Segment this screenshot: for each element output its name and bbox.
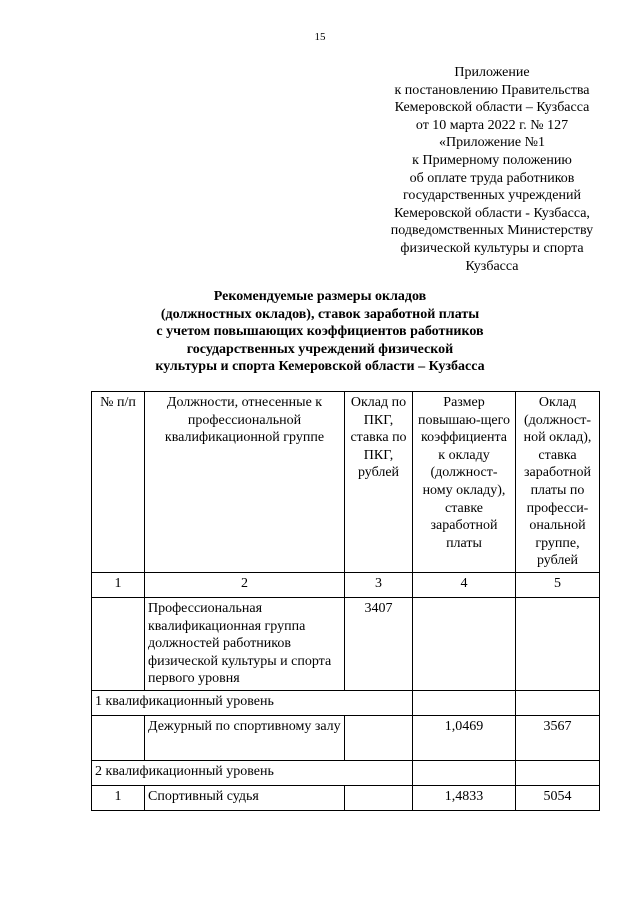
column-numbers-row: [92, 573, 600, 598]
column-number: 4: [413, 573, 516, 598]
header-base-salary: Оклад по ПКГ, ставка по ПКГ, рублей: [345, 392, 413, 573]
row-number-cell: [92, 716, 145, 761]
level-row: [92, 761, 600, 786]
level-label-cell: 1 квалификационный уровень: [92, 691, 413, 716]
base-salary-cell: [345, 786, 413, 811]
appendix-line: государственных учреждений: [403, 188, 581, 204]
appendix-line: Приложение: [454, 65, 530, 80]
appendix-line: к Примерному положению: [412, 152, 572, 168]
level-row: [92, 691, 600, 716]
coefficient-cell: [413, 598, 516, 691]
title-line: с учетом повышающих коэффициентов работников: [156, 324, 484, 340]
page-number: 15: [314, 31, 326, 43]
document-title: [60, 288, 580, 376]
column-number: 5: [516, 573, 600, 598]
column-number: 1: [92, 573, 145, 598]
row-number-cell: 1: [92, 786, 145, 811]
appendix-line: физической культуры и спорта: [400, 240, 584, 256]
empty-cell: [413, 761, 516, 786]
title-line: Рекомендуемые размеры окладов: [213, 289, 427, 304]
level-label-cell: 2 квалификационный уровень: [92, 761, 413, 786]
appendix-line: «Приложение №1: [439, 135, 545, 151]
table-row: [92, 786, 600, 811]
salary-cell: 3567: [516, 716, 600, 761]
coefficient-cell: 1,4833: [413, 786, 516, 811]
empty-cell: [413, 691, 516, 716]
appendix-line: Кузбасса: [465, 258, 519, 274]
group-name-cell: Профессиональная квалификационная группа должностей работников физической культуры и спорта первого уровня: [145, 598, 345, 691]
row-number-cell: [92, 598, 145, 691]
coefficient-cell: 1,0469: [413, 716, 516, 761]
title-line: (должностных окладов), ставок заработной платы: [160, 306, 480, 322]
appendix-line: об оплате труда работников: [409, 170, 575, 186]
header-final-salary: Оклад (должност-ной оклад), ставка заработной платы по професси-ональной группе, рублей: [516, 392, 600, 573]
empty-cell: [516, 761, 600, 786]
position-cell: Спортивный судья: [145, 786, 345, 811]
empty-cell: [516, 691, 600, 716]
title-line: государственных учреждений физической: [186, 341, 454, 357]
appendix-line: от 10 марта 2022 г. № 127: [415, 117, 569, 133]
column-number: 2: [145, 573, 345, 598]
salary-cell: 5054: [516, 786, 600, 811]
appendix-line: Кемеровской области – Кузбасса: [394, 100, 590, 116]
appendix-block: [372, 64, 612, 275]
header-positions: Должности, отнесенные к профессиональной квалификационной группе: [145, 392, 345, 573]
header-coefficient: Размер повышаю-щего коэффициента к окладу (должност-ному окладу), ставке заработной платы: [413, 392, 516, 573]
title-line: культуры и спорта Кемеровской области – Кузбасса: [155, 359, 485, 375]
appendix-line: Кемеровской области - Кузбасса,: [394, 205, 590, 221]
base-salary-cell: [345, 716, 413, 761]
position-cell: Дежурный по спортивному залу: [145, 716, 345, 761]
header-number: № п/п: [92, 392, 145, 573]
salary-table: [91, 391, 600, 811]
group-salary-cell: 3407: [345, 598, 413, 691]
appendix-line: к постановлению Правительства: [394, 82, 590, 98]
table-row: [92, 716, 600, 761]
salary-cell: [516, 598, 600, 691]
table-header-row: [92, 392, 600, 573]
column-number: 3: [345, 573, 413, 598]
appendix-line: подведомственных Министерству: [390, 223, 594, 239]
table-row: [92, 598, 600, 691]
